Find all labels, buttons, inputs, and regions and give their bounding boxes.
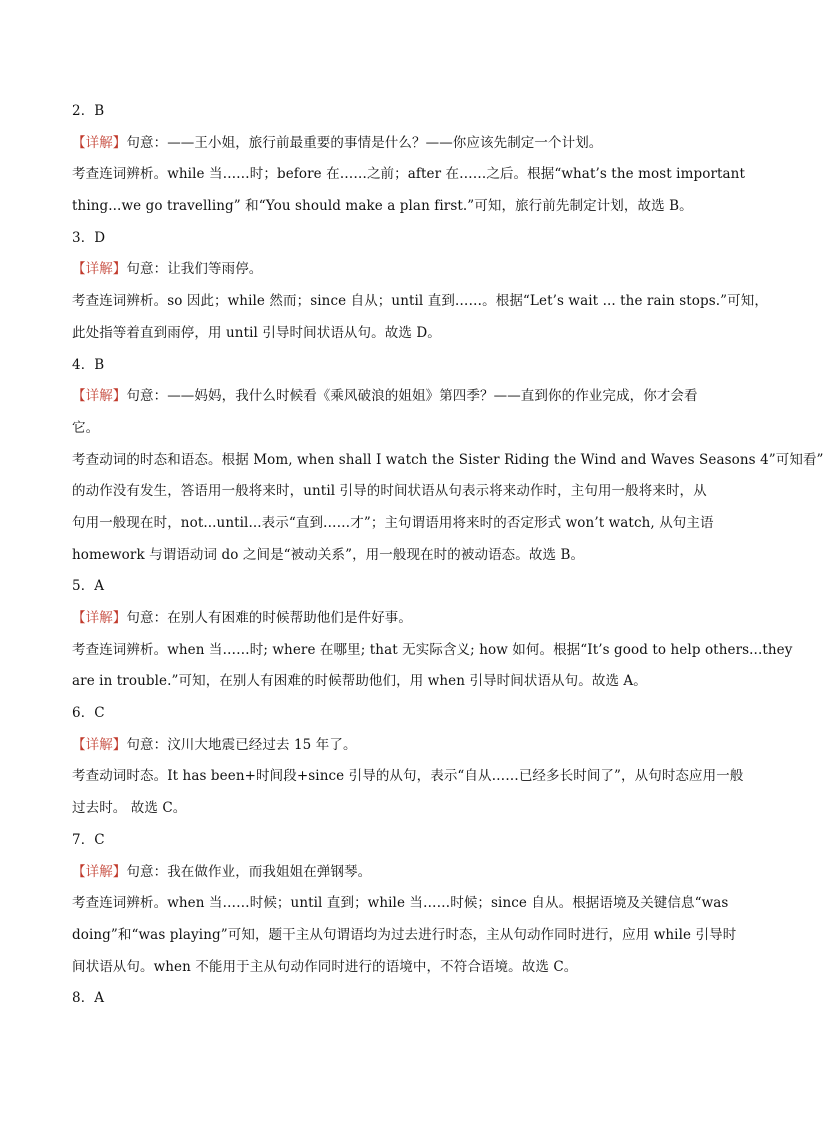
explanation-line: 此处指等着直到雨停，用 until 引导时间状语从句。故选 D。 [72, 324, 441, 341]
explanation-line: 考查连词辨析。while 当……时；before 在……之前；after 在……之后。根据“what’s the most important [72, 166, 746, 183]
explanation-line: 考查动词时态。It has been+时间段+since 引导的从句，表示“自从……已经多长时间了”，从句时态应用一般 [72, 768, 744, 785]
translation-line: 【详解】句意：汶川大地震已经过去 15 年了。 [72, 736, 357, 753]
detail-tag: 【详解】 [72, 610, 127, 626]
answer-number: 4．B [72, 356, 105, 373]
detail-tag: 【详解】 [72, 261, 127, 278]
translation-line: 【详解】句意：让我们等雨停。 [72, 261, 263, 278]
explanation-line: 考查动词的时态和语态。根据 Mom, when shall I watch the Sister Riding the Wind and Waves Seasons 4”可知看” [72, 451, 824, 468]
answer-number: 5．A [72, 578, 105, 595]
explanation-line: 考查连词辨析。when 当……时候；until 直到；while 当……时候；since 自从。根据语境及关键信息“was [72, 895, 729, 912]
answer-number: 7．C [72, 831, 105, 848]
explanation-line: homework 与谓语动词 do 之间是“被动关系”，用一般现在时的被动语态。故选 B。 [72, 546, 585, 563]
explanation-line: 的动作没有发生，答语用一般将来时，until 引导的时间状语从句表示将来动作时，主句用一般将来时，从 [72, 483, 707, 500]
answer-number: 6．C [72, 705, 105, 722]
explanation-line: 句用一般现在时，not...until...表示“直到……才”；主句谓语用将来时的否定形式 won’t watch, 从句主语 [72, 514, 714, 531]
explanation-line: 过去时。 故选 C。 [72, 800, 187, 817]
answer-explanations [72, 96, 824, 1015]
detail-tag: 【详解】 [72, 134, 127, 151]
answer-number: 2．B [72, 103, 105, 119]
answer-number: 3．D [72, 229, 106, 246]
detail-tag: 【详解】 [72, 736, 127, 753]
answer-number: 8．A [72, 990, 105, 1007]
explanation-line: 间状语从句。when 不能用于主从句动作同时进行的语境中，不符合语境。故选 C。 [72, 958, 578, 975]
translation-line: 【详解】句意：我在做作业，而我姐姐在弹钢琴。 [72, 863, 372, 880]
translation-line: 【详解】句意：在别人有困难的时候帮助他们是件好事。 [72, 610, 413, 626]
explanation-line: are in trouble.”可知，在别人有困难的时候帮助他们，用 when 引导时间状语从句。故选 A。 [72, 673, 647, 690]
explanation-line: 考查连词辨析。so 因此；while 然而；since 自从；until 直到……。根据“Let’s wait ... the rain stops.”可知， [72, 293, 768, 310]
explanation-line: 考查连词辨析。when 当……时; where 在哪里; that 无实际含义; how 如何。根据“It’s good to help others...they [72, 641, 793, 658]
translation-line: 【详解】句意：——妈妈，我什么时候看《乘风破浪的姐姐》第四季？——直到你的作业完成，你才会看 [72, 388, 698, 405]
explanation-line: thing...we go travelling” 和“You should make a plan first.”可知，旅行前先制定计划，故选 B。 [72, 198, 693, 215]
translation-line: 【详解】句意：——王小姐，旅行前最重要的事情是什么？——你应该先制定一个计划。 [72, 134, 603, 151]
detail-tag: 【详解】 [72, 388, 127, 405]
explanation-line: doing”和“was playing”可知，题干主从句谓语均为过去进行时态，主从句动作同时进行，应用 while 引导时 [72, 926, 737, 943]
translation-line-cont: 它。 [72, 419, 100, 436]
detail-tag: 【详解】 [72, 863, 127, 880]
